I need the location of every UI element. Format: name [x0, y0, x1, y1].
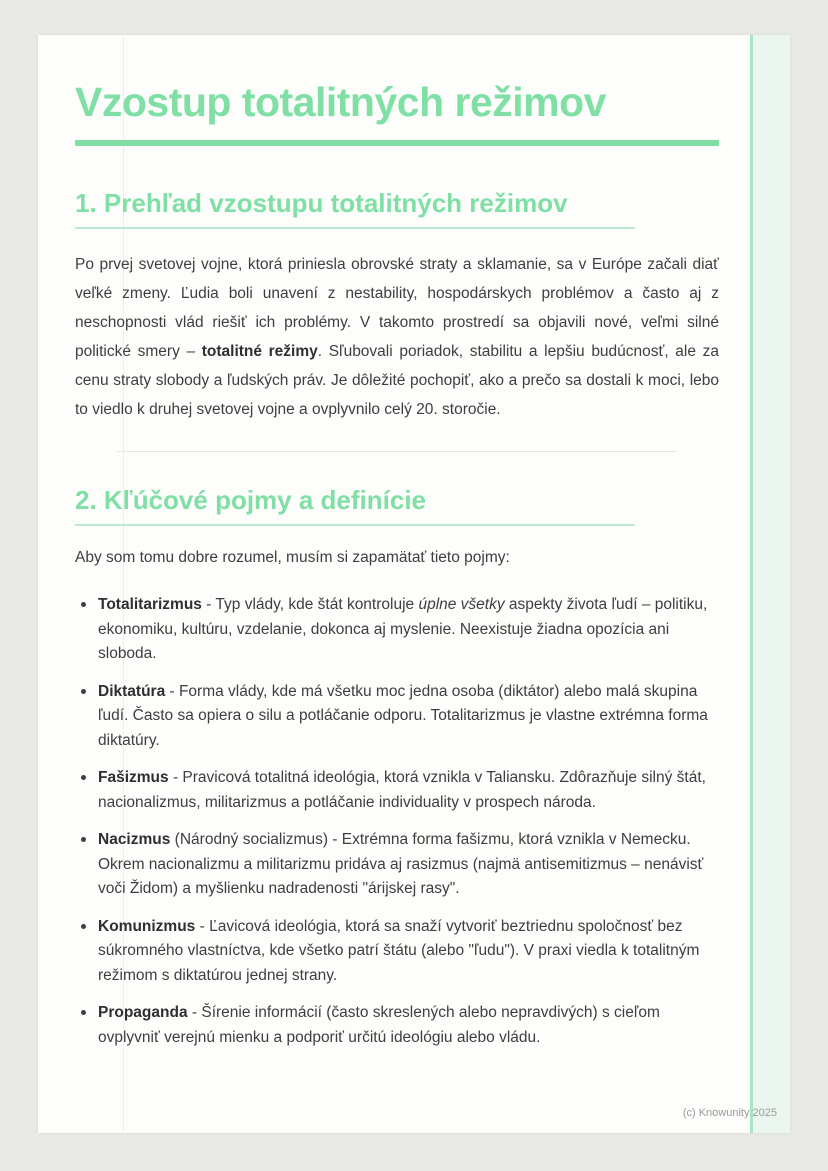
page-title: Vzostup totalitných režimov [75, 79, 606, 125]
section-2-underline [75, 524, 635, 526]
copyright-credit: (c) Knowunity 2025 [682, 1107, 777, 1119]
paragraph-text: . Sľubovali poriadok, stabilitu a lepšiu budúcnosť, ale za cenu straty slobody a ľudských práv. Je dôležité pochopiť, ako a prečo sa dostali k moci, lebo to viedlo k druhej svetovej vojne a ovplyvnilo celý 20. storočie. [75, 343, 719, 418]
section-overview [75, 188, 719, 424]
term-definition-italic: úplne všetky [418, 596, 505, 613]
term-definition: - Ľavicová ideológia, ktorá sa snaží vytvoriť beztriednu spoločnosť bez súkromného vlastníctva, kde všetko patrí štátu (alebo "ľudu"). V praxi viedla k totalitným režimom s diktatúrou jednej strany. [98, 917, 700, 984]
overview-paragraph [75, 250, 719, 424]
right-margin-band [750, 35, 790, 1133]
term-definition: - Typ vlády, kde štát kontroluje [201, 596, 419, 613]
section-definitions [75, 485, 719, 1050]
section-1-heading: 1. Prehľad vzostupu totalitných režimov [75, 188, 568, 218]
list-item [75, 680, 719, 754]
term-name: Nacizmus [98, 831, 171, 848]
bullet-icon [81, 1010, 86, 1015]
term-definition: - Pravicová totalitná ideológia, ktorá vznikla v Taliansku. Zdôrazňuje silný štát, nacionalizmus, militarizmus a potláčanie individuality v prospech národa. [98, 769, 706, 811]
term-definition: aspekty života ľudí – politiku, ekonomiku, kultúru, vzdelanie, dokonca aj myslenie. Neexistuje žiadna opozícia ani sloboda. [98, 596, 708, 662]
document-page [38, 35, 790, 1133]
term-definition: (Národný socializmus) - Extrémna forma fašizmu, ktorá vznikla v Nemecku. Okrem nacionalizmu a militarizmu pridáva aj rasizmus (najmä antisemitizmus – nenávisť voči Židom) a myšlienku nadradenosti "árijskej rasy". [98, 831, 704, 897]
bullet-icon [81, 689, 86, 694]
list-item [75, 766, 719, 815]
bullet-icon [81, 602, 86, 607]
list-item [75, 915, 719, 989]
terms-intro: Aby som tomu dobre rozumel, musím si zapamätať tieto pojmy: [75, 549, 510, 566]
list-item [75, 593, 719, 667]
term-name: Komunizmus [98, 917, 196, 935]
paragraph-text: Po prvej svetovej vojne, ktorá priniesla obrovské straty a sklamanie, sa v Európe začali diať veľké zmeny. Ľudia boli unavení z nestability, hospodárskych problémov a často aj z neschopnosti vlád riešiť ich problémy. V takomto prostredí sa objavili nové, veľmi silné politické smery – [75, 256, 719, 360]
bullet-icon [81, 837, 86, 842]
bullet-icon [81, 775, 86, 780]
title-rule [75, 140, 719, 146]
term-definition: - Forma vlády, kde má všetku moc jedna osoba (diktátor) alebo malá skupina ľudí. Často sa opiera o silu a potláčanie odporu. Totalitarizmus je vlastne extrémna forma diktatúry. [98, 682, 708, 749]
list-item [75, 828, 719, 902]
term-definition: - Šírenie informácií (často skreslených alebo nepravdivých) s cieľom ovplyvniť verejnú mienku a podporiť určitú ideológiu alebo vládu. [98, 1004, 660, 1046]
section-1-underline [75, 227, 635, 229]
list-item [75, 1001, 719, 1050]
section-divider [117, 451, 677, 452]
bullet-icon [81, 924, 86, 929]
term-name: Propaganda [98, 1004, 188, 1021]
term-name: Fašizmus [98, 769, 169, 786]
section-2-heading: 2. Kľúčové pojmy a definície [75, 485, 427, 515]
term-name: Diktatúra [98, 682, 166, 700]
terms-list [75, 593, 719, 1050]
paragraph-bold-term: totalitné režimy [201, 343, 318, 360]
term-name: Totalitarizmus [98, 596, 202, 613]
page-content [75, 35, 719, 1063]
